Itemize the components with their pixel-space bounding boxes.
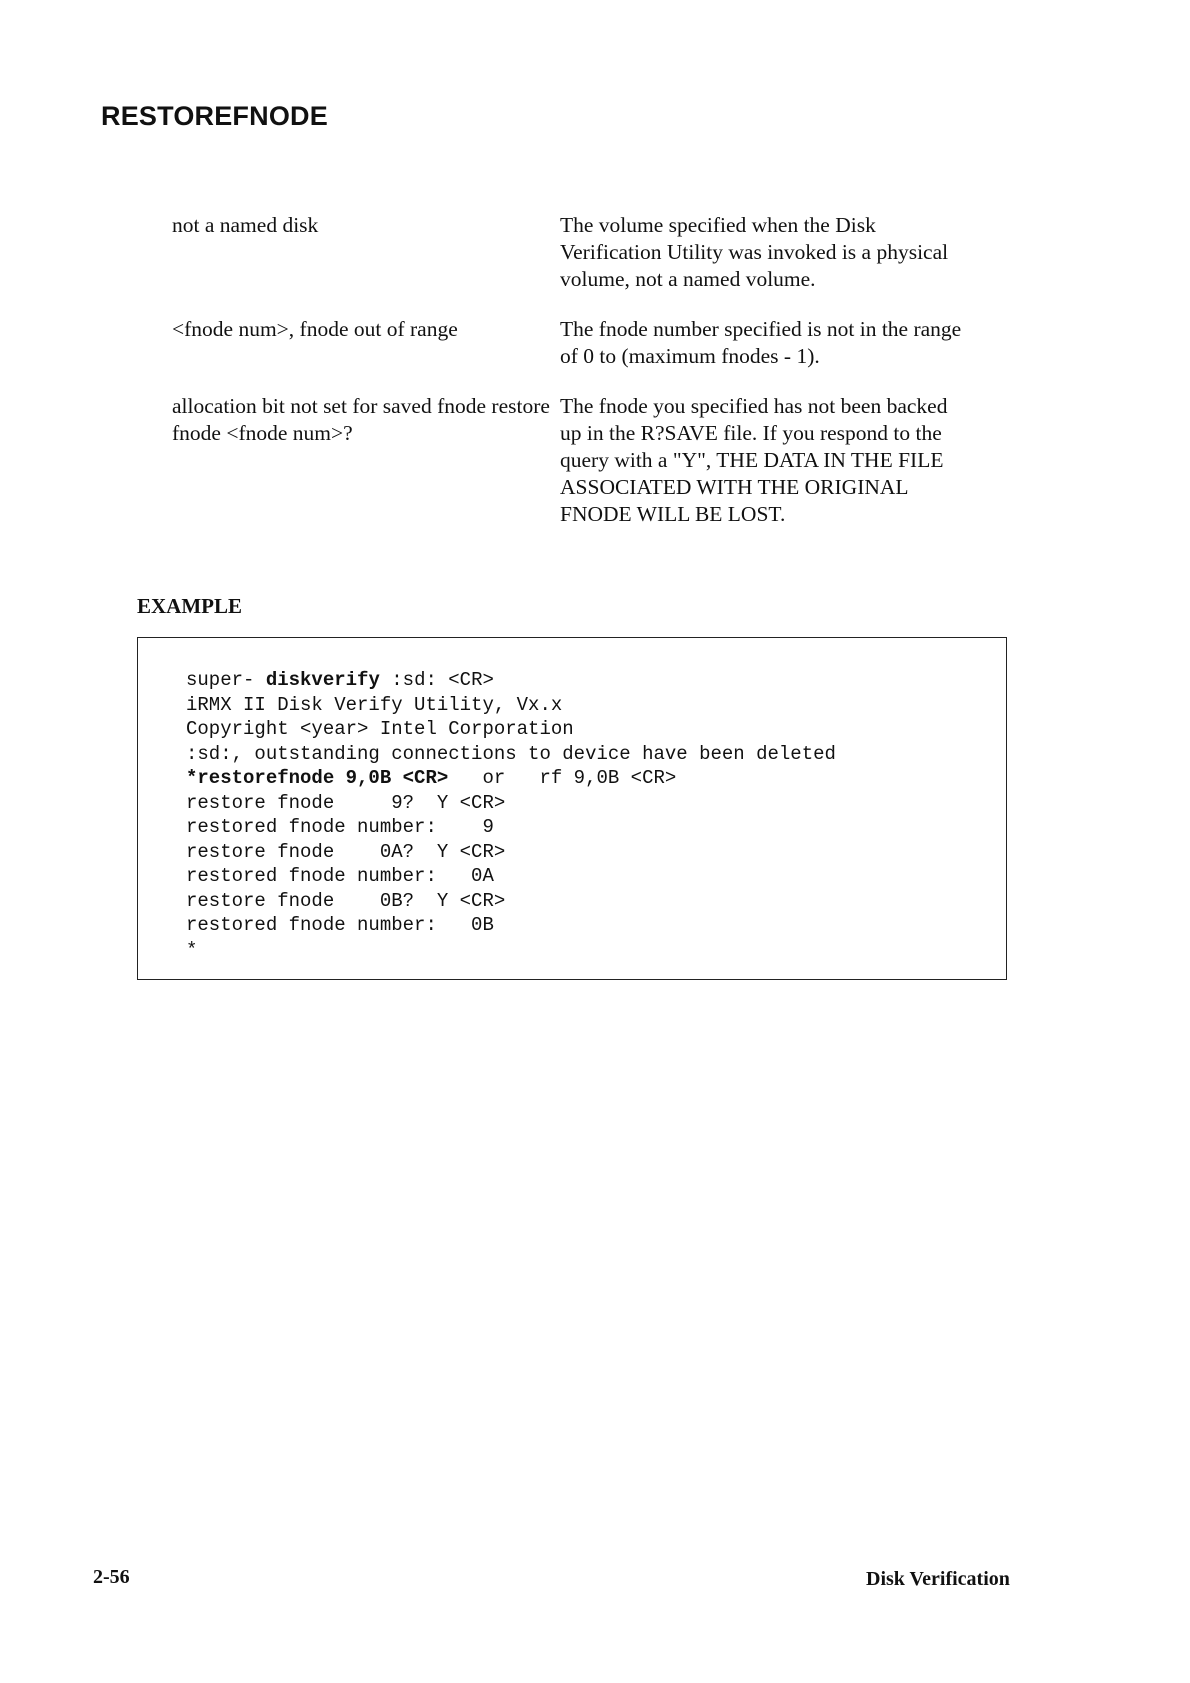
code-prompt: super-	[186, 669, 266, 691]
message-row	[172, 316, 972, 370]
message-row	[172, 393, 972, 528]
code-command: diskverify	[265, 669, 380, 691]
code-line: restored fnode number: 0A	[186, 865, 494, 887]
code-line: iRMX II Disk Verify Utility, Vx.x	[186, 693, 563, 716]
message-text: <fnode num>, fnode out of range	[172, 317, 458, 341]
message-text: allocation bit not set for saved fnode restore fnode <fnode num>?	[172, 394, 550, 445]
message-row	[172, 212, 972, 293]
message-description: The fnode you specified has not been backed up in the R?SAVE file. If you respond to the query with a "Y", THE DATA IN THE FILE ASSOCIATED WITH THE ORIGINAL FNODE WILL BE LOST.	[560, 394, 948, 526]
chapter-title: Disk Verification	[866, 1568, 1010, 1590]
page-number: 2-56	[93, 1566, 130, 1588]
message-description: The volume specified when the Disk Verification Utility was invoked is a physical volume, not a named volume.	[560, 213, 949, 291]
example-section-label: EXAMPLE	[137, 594, 242, 618]
message-text: not a named disk	[172, 213, 319, 237]
message-description: The fnode number specified is not in the range of 0 to (maximum fnodes - 1).	[560, 317, 962, 368]
code-line: :sd:, outstanding connections to device have been deleted	[186, 742, 836, 765]
code-args: :sd: <CR>	[379, 669, 494, 691]
page-heading: RESTOREFNODE	[101, 101, 328, 131]
code-line: restored fnode number: 9	[186, 816, 494, 838]
code-command: *restorefnode 9,0B <CR>	[186, 767, 449, 789]
code-line: restored fnode number: 0B	[186, 914, 494, 936]
error-message-table	[172, 212, 972, 551]
code-line: restore fnode 0B? Y <CR>	[186, 889, 506, 912]
code-line: *	[186, 938, 198, 961]
example-code	[186, 668, 836, 962]
code-alt: or rf 9,0B <CR>	[448, 767, 677, 789]
code-line: Copyright <year> Intel Corporation	[186, 718, 574, 740]
example-terminal-box	[137, 637, 1007, 980]
code-line: restore fnode 0A? Y <CR>	[186, 840, 506, 863]
code-line: restore fnode 9? Y <CR>	[186, 791, 506, 814]
